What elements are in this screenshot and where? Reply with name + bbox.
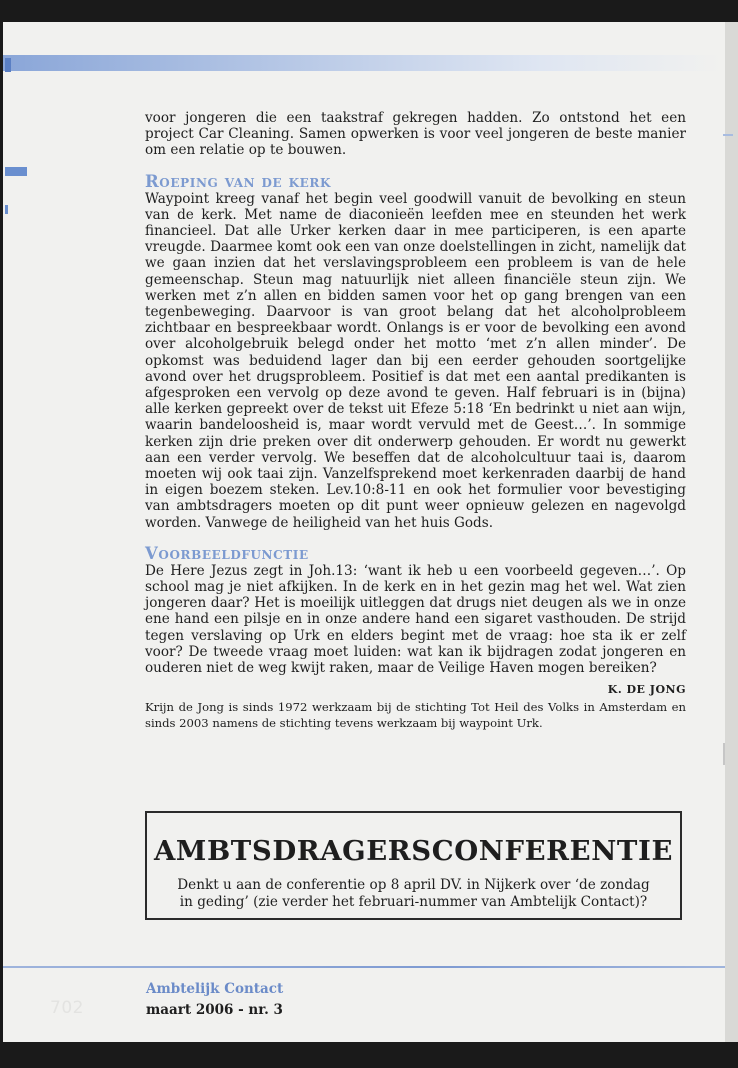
notice-body: Denkt u aan de conferentie op 8 april DV. in Nijkerk over ‘de zondag in geding’ (zie verder het februari-nummer van Ambtelijk Contact)? <box>177 877 650 910</box>
issue-info: maart 2006 - nr. 3 <box>146 1002 283 1018</box>
page-number: 702 <box>50 998 84 1018</box>
margin-tick <box>5 205 8 214</box>
author-signature: K. DE JONG <box>607 683 686 697</box>
article-body <box>145 110 686 731</box>
right-edge-mark <box>723 743 725 765</box>
conference-notice-box <box>145 811 682 920</box>
author-bio: Krijn de Jong is sinds 1972 werkzaam bij de stichting Tot Heil des Volks in Amsterdam en sinds 2003 namens de stichting tevens werkzaam bij waypoint Urk. <box>145 699 686 730</box>
section-paragraph-voorbeeldfunctie: De Here Jezus zegt in Joh.13: ‘want ik heb u een voorbeeld gegeven…’. Op school mag je niet afkijken. In de kerk en in het gezin mag het wel. Wat zien jongeren daar? Het is moeilijk uitleggen dat drugs niet deugen als we in onze ene hand een pilsje en in onze andere hand een sigaret vasthouden. De strijd tegen verslaving op Urk en elders begint met de vraag: hoe sta ik er zelf voor? De tweede vraag moet luiden: wat kan ik bijdragen zodat jongeren en ouderen niet de weg kwijt raken, maar de Veilige Haven mogen bereiken? <box>145 562 686 677</box>
page-edge <box>725 22 738 1042</box>
margin-tab <box>5 167 27 176</box>
section-heading-roeping: Roeping van de kerk <box>145 171 331 191</box>
right-edge-dash <box>723 134 733 136</box>
section-heading-voorbeeldfunctie: Voorbeeldfunctie <box>145 543 309 563</box>
header-band-marker <box>5 58 11 72</box>
section-paragraph-roeping: Waypoint kreeg vanaf het begin veel goodwill vanuit de bevolking en steun van de kerk. Met name de diaconieën leefden mee en steunden het werk financieel. Dat alle Urker kerken daar in mee participeren, is een aparte vreugde. Daarmee komt ook een van onze doelstellingen in zicht, namelijk dat we gaan inzien dat het verslavingsprobleem een probleem is van de hele gemeenschap. Steun mag natuurlijk niet alleen financiële steun zijn. We werken met z’n allen en bidden samen voor het op gang brengen van een tegenbeweging. Daarvoor is van groot belang dat het alcoholprobleem zichtbaar en bespreekbaar wordt. Onlangs is er voor de bevolking een avond over alcoholgebruik belegd onder het motto ‘met z’n allen minder’. De opkomst was beduidend lager dan bij een eerder gehouden soortgelijke avond over het drugsprobleem. Positief is dat met een aantal predikanten is afgesproken een vervolg op deze avond te geven. Half februari is in (bijna) alle kerken gepreekt over de tekst uit Efeze 5:18 ‘En bedrinkt u niet aan wijn, waarin bandeloosheid is, maar wordt vervuld met de Geest…’. In sommige kerken zijn drie preken over dit onderwerp gehouden. Er wordt nu gewerkt aan een verder vervolg. We beseffen dat de alcoholcultuur taai is, daarom moeten wij ook taai zijn. Vanzelfsprekend moet kerkenraden daarbij de hand in eigen boezem steken. Lev.10:8-11 en ook het formulier voor bevestiging van ambtsdragers moeten op dit punt weer opnieuw gelezen en nagevolgd worden. Vanwege de heiligheid van het huis Gods. <box>145 190 686 531</box>
scan-border <box>3 1042 738 1068</box>
footer-divider <box>3 966 725 968</box>
publication-name: Ambtelijk Contact <box>146 981 284 997</box>
intro-paragraph: voor jongeren die een taakstraf gekregen hadden. Zo ontstond het een project Car Cleaning. Samen opwerken is voor veel jongeren de beste manier om een relatie op te bouwen. <box>145 110 686 159</box>
notice-title: AMBTSDRAGERSCONFERENTIE <box>153 835 674 867</box>
header-band <box>3 55 721 71</box>
